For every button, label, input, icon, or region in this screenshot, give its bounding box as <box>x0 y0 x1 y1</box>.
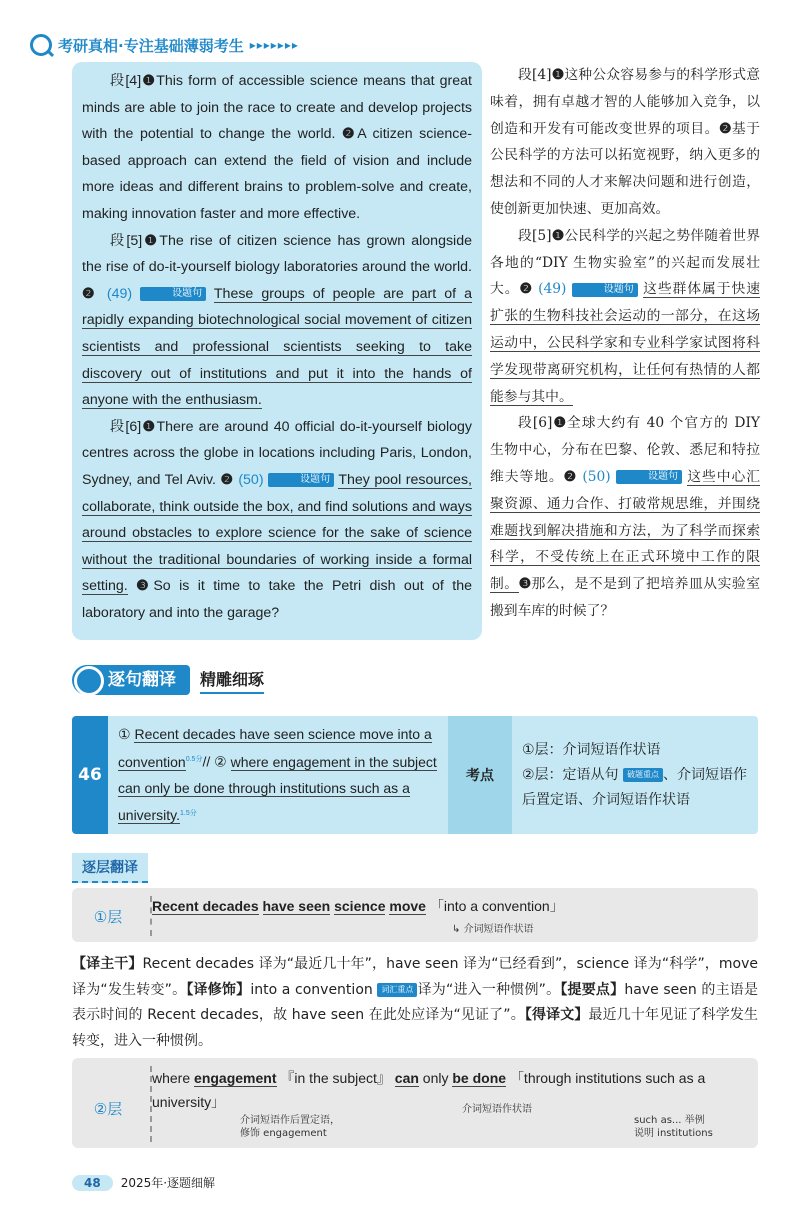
sentence-number: ❷ <box>719 120 732 137</box>
adverb: only <box>422 1070 449 1086</box>
explain-text: 译为“进入一种惯例”。 <box>417 981 561 998</box>
object: science <box>334 898 386 914</box>
key-point-2 <box>522 763 750 813</box>
score-2: 1.5分 <box>179 809 197 817</box>
layer-1-note: ↳ 介词短语作状语 <box>452 924 534 935</box>
sentence-number: ❷ <box>342 126 358 143</box>
en-paragraph-4 <box>82 68 472 228</box>
question-tag: 设题句 <box>572 283 638 297</box>
header-title: 考研真相·专注基础薄弱考生 <box>58 36 244 55</box>
paragraph-label: 段[6] <box>518 415 553 432</box>
explain-tag: 【得译文】 <box>524 1007 589 1023</box>
key-point-tag: 破题重点 <box>623 768 663 782</box>
layer-1-label: ①层 <box>93 908 123 926</box>
layer-2-note-2: 介词短语作状语 <box>462 1104 532 1115</box>
explain-tag: 【译修饰】 <box>186 981 251 998</box>
en-paragraph-6 <box>82 414 472 627</box>
paragraph-label: 段[4] <box>110 73 142 89</box>
question-sentence: They pool resources, collaborate, think outside the box, and find solutions and ways around obstacles to explore science for the sake of science without the traditional boundaries of working inside a formal setting. <box>82 471 472 595</box>
sentence: 这种公众容易参与的科学形式意味着，拥有卓越才智的人能够加入竞争，以创造和开发有可能改变世界的项目。 <box>490 67 761 137</box>
key-point-2-text: ②层：定语从句 <box>522 767 619 783</box>
search-logo-icon <box>30 34 52 56</box>
paragraph-label: 段[5] <box>518 227 552 244</box>
sentence: 公民科学的兴起之势伴随着世界各地的“DIY 生物实验室”的兴起而发展壮大。 <box>490 227 761 298</box>
question-tag: 设题句 <box>268 473 334 487</box>
explain-text: have seen 的主语是表示时间的 Recent decades，故 have seen 在此处应译为“见证了”。 <box>72 981 758 1023</box>
zh-paragraph-5 <box>490 223 760 411</box>
note-text: 修饰 engagement <box>240 1128 327 1139</box>
page-header <box>30 30 299 60</box>
sentence: The rise of citizen science has grown alongside the rise of do-it-yourself biology laboratories around the world. <box>82 232 472 276</box>
vocab-tag: 词汇重点 <box>377 983 417 997</box>
question-text <box>118 721 438 828</box>
sentence-number: ❶ <box>552 415 567 432</box>
sentence: 全球大约有 40 个官方的 DIY 生物中心，分布在巴黎、伦敦、悉尼和特拉维夫等地。 <box>490 415 761 485</box>
sentence-number: ❷ <box>519 281 533 298</box>
layer-2-body <box>150 1066 752 1142</box>
section-subtitle: 精雕细琢 <box>200 667 264 694</box>
question-tag: 设题句 <box>616 470 682 484</box>
score-1: 0.5分 <box>185 756 203 763</box>
question-sentence: 这些群体属于快速扩张的生物科技社会运动的一部分，在这场运动中，公民科学家和专业科学家试图将科学发现带离研究机构，让任何有热情的人都能参与其中。 <box>490 281 761 405</box>
explain-text: into a convention <box>250 981 378 998</box>
layer-1 <box>72 888 758 942</box>
question-number: (49) <box>106 285 133 302</box>
subject: Recent decades <box>152 898 259 914</box>
layer-2-note-1 <box>240 1114 340 1140</box>
note-text: 说明 institutions <box>634 1128 713 1139</box>
english-passage <box>72 62 482 640</box>
sentence-number: ❸ <box>136 578 154 595</box>
object-complement: move <box>389 898 426 914</box>
predicate: be done <box>452 1070 507 1086</box>
note-text: 介词短语作状语 <box>463 924 534 935</box>
en-paragraph-5 <box>82 228 472 414</box>
adverbial: 「through institutions such as a university」 <box>152 1070 706 1110</box>
clause-marker: ② <box>214 753 227 770</box>
question-number: (50) <box>582 468 611 485</box>
clause-separator: // <box>202 753 211 770</box>
layer-translation-label: 逐层翻译 <box>72 853 148 883</box>
sentence: This form of accessible science means that great minds are able to join the race to create and develop projects with the potential to change the world. <box>82 73 472 143</box>
key-point-2-rest: 、介词短语作后置定语、介词短语作状语 <box>522 767 748 808</box>
explain-text: Recent decades 译为“最近几十年”，have seen 译为“已经看到”，science 译为“科学”，move 译为“发生转变”。 <box>72 956 759 998</box>
key-point-1: ①层：介词短语作状语 <box>522 742 661 758</box>
note-text: 介词短语作后置定语， <box>240 1115 340 1126</box>
footer-text: 2025年·逐题细解 <box>120 1176 216 1190</box>
section-title: 逐句翻译 <box>72 665 190 695</box>
question-number: (50) <box>238 471 264 488</box>
sentence-number: ❶ <box>141 418 157 435</box>
question-sentence: 这些中心汇聚资源、通力合作、打破常规思维，并围绕难题找到解决措施和方法，为了科学而探索科学，不受传统上在正式环境中工作的限制。 <box>490 468 761 593</box>
paragraph-label: 段[6] <box>110 418 142 435</box>
sentence-number: ❷ <box>82 285 99 302</box>
explain-tag: 【提要点】 <box>560 981 625 998</box>
chinese-translation <box>490 62 760 625</box>
question-number: (49) <box>538 281 567 298</box>
layer-2-label: ②层 <box>93 1100 123 1118</box>
page-number: 48 <box>72 1175 113 1191</box>
explain-tag: 【译主干】 <box>72 956 143 972</box>
zh-paragraph-4 <box>490 62 760 223</box>
key-points <box>512 716 758 834</box>
section-heading <box>72 660 312 700</box>
modifier: 「into a convention」 <box>429 898 564 914</box>
layer-2 <box>72 1058 758 1148</box>
question-46-box <box>72 716 758 834</box>
layer-1-sentence <box>152 896 564 916</box>
relative-word: where <box>152 1070 191 1086</box>
sentence: 那么，是不是到了把培养皿从实验室搬到车库的时候了？ <box>490 576 760 619</box>
predicate: have seen <box>262 898 331 914</box>
explanation <box>72 952 758 1054</box>
clause-1: Recent decades have seen science move into a convention <box>118 726 432 770</box>
layer-2-note-3 <box>634 1114 713 1140</box>
sentence: So is it time to take the Petri dish out of the laboratory and into the garage? <box>82 578 472 621</box>
clause-2: where engagement in the subject can only be done through institutions such as a university. <box>118 753 437 824</box>
sentence: 基于公民科学的方法可以拓宽视野，纳入更多的想法和不同的人才来解决问题和进行创造，使创新更加快速、更加高效。 <box>490 120 760 217</box>
modal: can <box>394 1070 419 1086</box>
sentence: A citizen science-based approach can extend the field of vision and include more ideas and different brains to problem-solve and create, making innovation faster and more effective. <box>82 126 472 222</box>
layer-2-sentence <box>152 1066 752 1114</box>
sentence-number: ❶ <box>551 227 565 244</box>
question-tag: 设题句 <box>140 287 206 301</box>
zh-paragraph-6 <box>490 410 760 624</box>
sentence-number: ❷ <box>220 471 234 488</box>
sentence-number: ❶ <box>551 67 565 83</box>
question-number-cell: 46 <box>72 716 108 834</box>
layer-1-body <box>150 896 564 936</box>
sentence-number: ❶ <box>142 232 160 249</box>
paragraph-label: 段[5] <box>110 232 143 249</box>
sentence-number: ❶ <box>141 73 157 89</box>
note-text: such as... 举例 <box>634 1115 705 1126</box>
paragraph-label: 段[4] <box>518 67 552 83</box>
explain-text: 最近几十年见证了科学发生转变，进入一种惯例。 <box>72 1007 758 1049</box>
sentence-number: ❷ <box>563 468 577 485</box>
header-arrows: ▸▸▸▸▸▸▸ <box>249 38 299 52</box>
question-sentence-cell <box>108 716 448 834</box>
key-points-label: 考点 <box>448 716 512 834</box>
sentence: There are around 40 official do-it-yourself biology centres across the globe in locations including Paris, London, Sydney, and Tel Aviv. <box>82 418 472 488</box>
modifier: 『in the subject』 <box>280 1070 391 1086</box>
sentence-number: ❸ <box>518 576 532 593</box>
question-sentence: These groups of people are part of a rapidly expanding biotechnological social movement of citizen scientists and professional scientists seeking to take discovery out of institutions and put it into the hands of anyone with the enthusiasm. <box>82 285 472 409</box>
page-footer <box>72 1174 215 1191</box>
subject: engagement <box>194 1070 277 1086</box>
clause-marker: ① <box>118 726 131 742</box>
